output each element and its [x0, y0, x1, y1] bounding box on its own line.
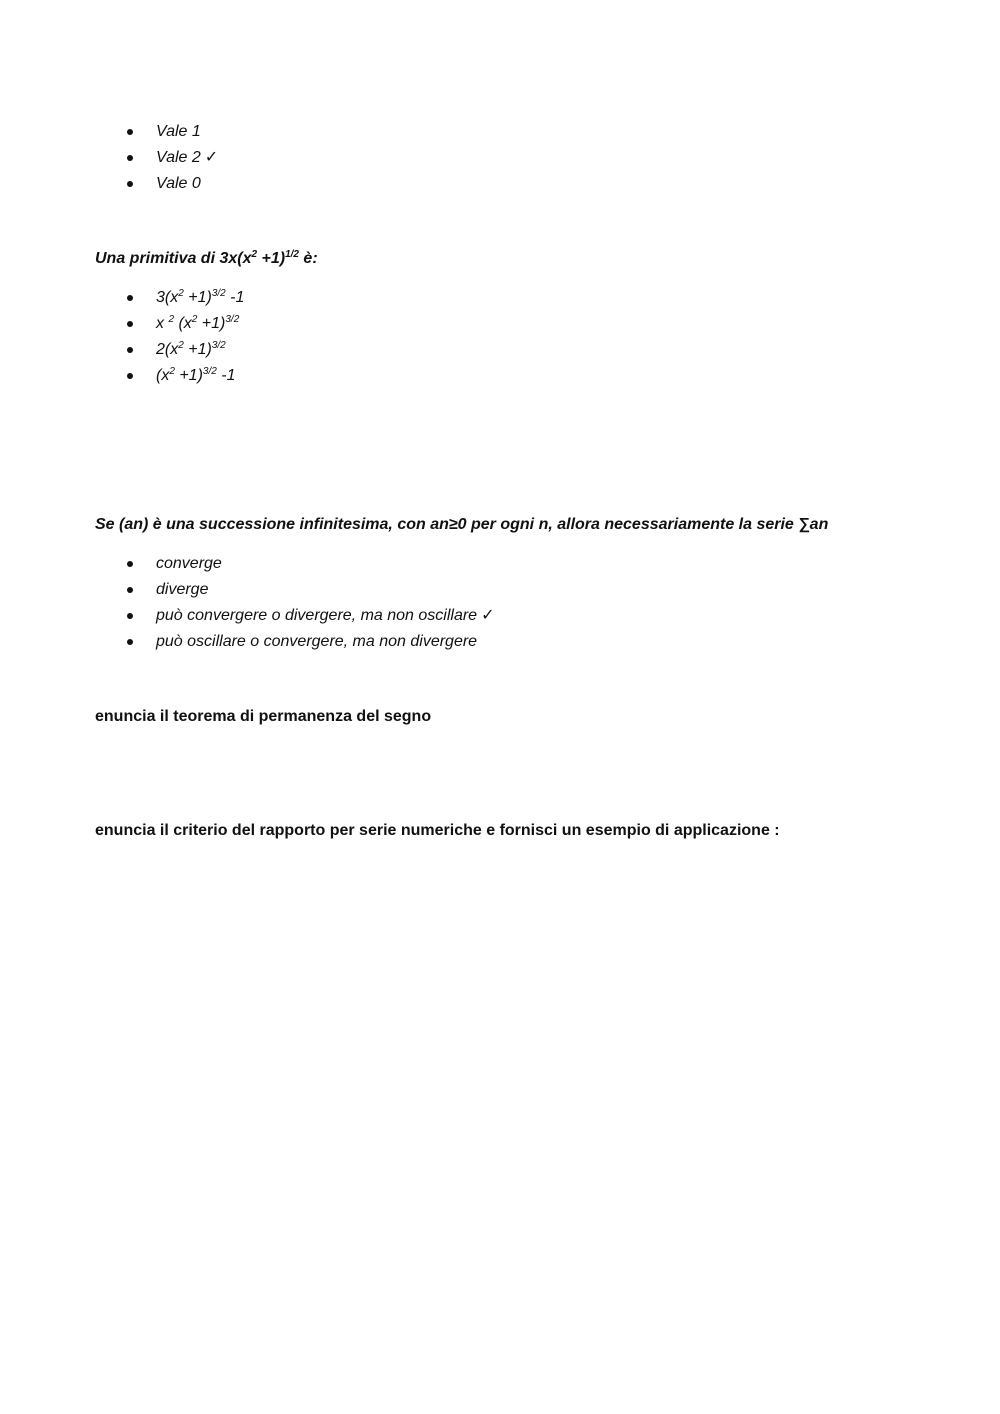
bullet-icon	[127, 321, 133, 327]
option-text: Vale 0	[156, 175, 201, 192]
question-3	[95, 515, 915, 535]
option-item: $(x^2 +1)^{3/2}$ -1	[95, 363, 915, 389]
option-text: può oscillare o convergere, ma non divergere	[156, 633, 478, 650]
option-item	[95, 119, 915, 145]
option-item	[95, 577, 915, 603]
bullet-icon	[127, 639, 133, 645]
bullet-icon	[127, 613, 133, 619]
question-2-text: Una primitiva di $3x(x^2 +1)^{1/2}$ è:	[95, 249, 318, 267]
option-item	[95, 629, 915, 655]
option-item	[95, 551, 915, 577]
question-4-text: enuncia il teorema di permanenza del segno	[95, 708, 432, 725]
option-text: diverge	[156, 581, 209, 598]
option-text: Vale 2	[156, 149, 201, 166]
option-item	[95, 603, 915, 629]
checkmark-icon: ✓	[204, 149, 219, 166]
question-2-options	[95, 285, 915, 389]
bullet-icon	[127, 347, 133, 353]
question-5	[95, 821, 915, 841]
bullet-icon	[127, 181, 133, 187]
option-item	[95, 145, 915, 171]
option-text: Vale 1	[156, 123, 201, 140]
question-5-text: enuncia il criterio del rapporto per serie numeriche e fornisci un esempio di applicazione :	[95, 822, 780, 839]
option-item	[95, 171, 915, 197]
question-1-options	[95, 119, 915, 197]
option-text: può convergere o divergere, ma non oscillare	[156, 607, 478, 624]
bullet-icon	[127, 587, 133, 593]
bullet-icon	[127, 561, 133, 567]
option-item: $3(x^2 +1)^{3/2}$ -1	[95, 285, 915, 311]
bullet-icon	[127, 155, 133, 161]
option-item: x $^2$ $(x^2 +1)^{3/2}$	[95, 311, 915, 337]
question-4	[95, 707, 915, 727]
checkmark-icon: ✓	[481, 607, 495, 624]
question-2	[95, 249, 915, 269]
question-3-options	[95, 551, 915, 655]
bullet-icon	[127, 129, 133, 135]
bullet-icon	[127, 373, 133, 379]
option-item: $2(x^2 +1)^{3/2}$	[95, 337, 915, 363]
question-3-text: Se (an) è una successione infinitesima, con an≥0 per ogni n, allora necessariamente la serie ∑an	[95, 516, 829, 533]
option-text: converge	[156, 555, 222, 572]
bullet-icon	[127, 295, 133, 301]
